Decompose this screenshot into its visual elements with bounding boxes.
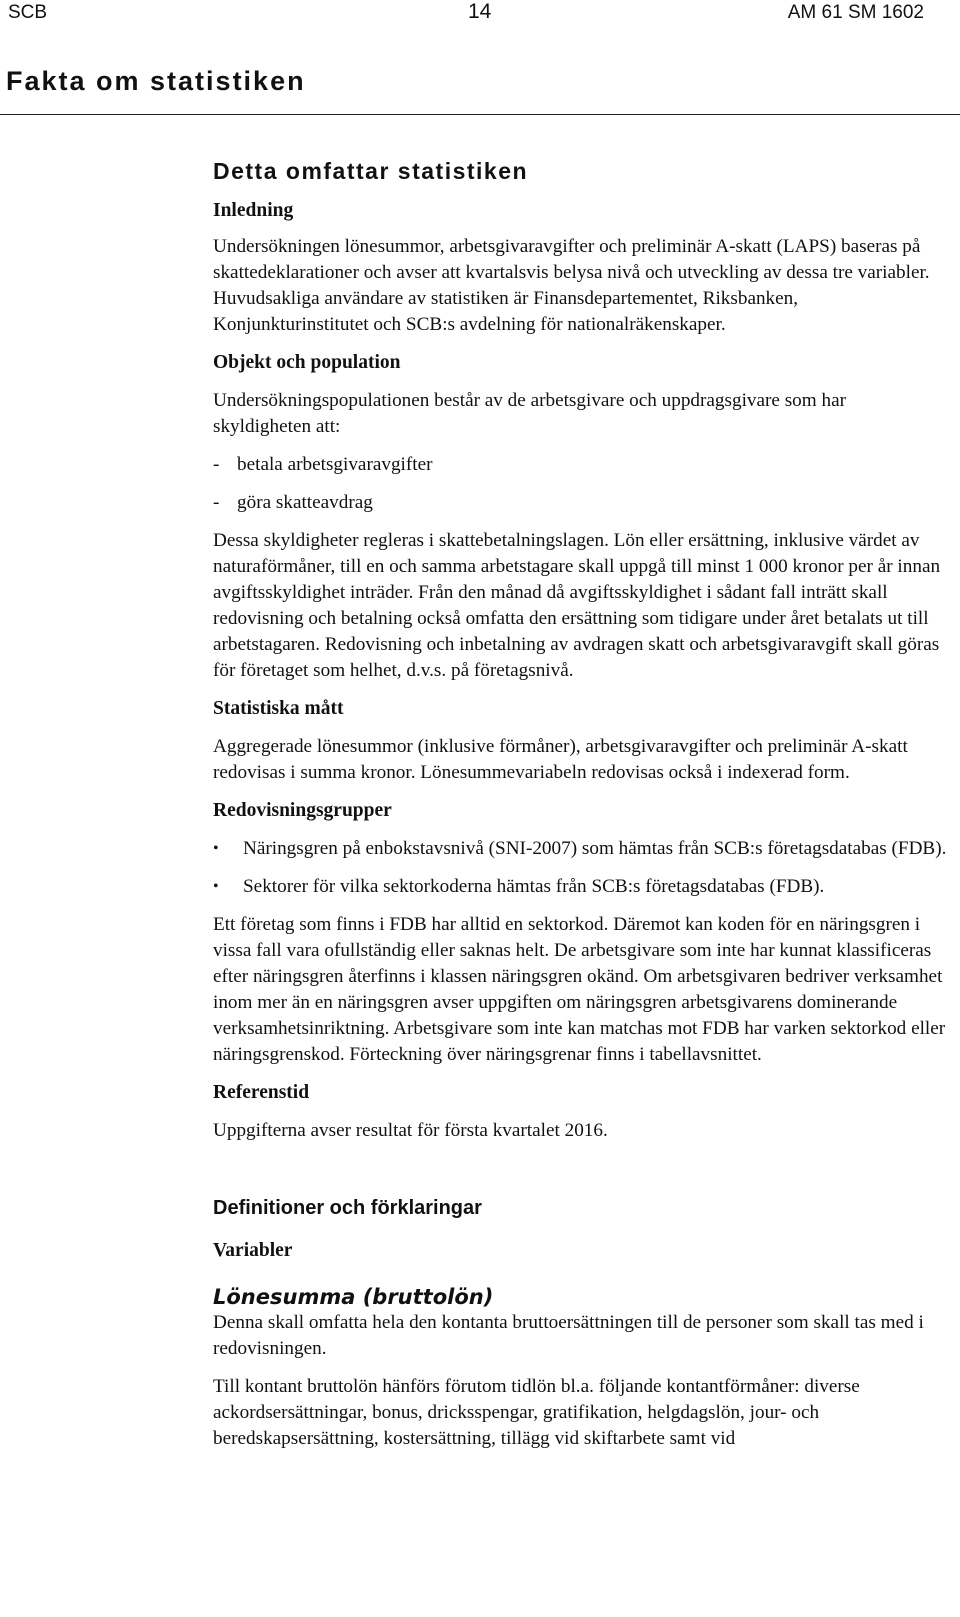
title-divider [0,114,960,115]
header-report-id: AM 61 SM 1602 [787,2,924,23]
list-item-text: Sektorer för vilka sektorkoderna hämtas från SCB:s företagsdatabas (FDB). [243,876,825,897]
subheading-referenstid: Referenstid [213,1082,310,1103]
paragraph-statistiska-matt: Aggregerade lönesummor (inklusive förmåner), arbetsgivaravgifter och preliminär A-skatt redovisas i summa kronor. Lönesummevariabeln redovisas också i indexerad form. [213,736,908,783]
list-item-text: betala arbetsgivaravgifter [237,454,433,475]
subheading-statistiska-matt: Statistiska mått [213,698,344,719]
paragraph-objekt: Dessa skyldigheter regleras i skattebetalningslagen. Lön eller ersättning, inklusive värdet av naturaförmåner, till en och samma arbetstagare skall uppgå till minst 1 000 kronor per år innan avgiftsskyldighet inträder. Från den månad då avgiftsskyldighet i sådant fall inträtt skall redovisning och betalning också omfatta den ersättning som tidigare under året betalats ut till arbetstagaren. Redovisning och inbetalning av avdragen skatt och arbetsgivaravgift skall göras för företaget som helhet, d.v.s. på företagsnivå. [213,530,941,681]
list-item-text: Näringsgren på enbokstavsnivå (SNI-2007) som hämtas från SCB:s företagsdatabas (FDB). [243,838,947,859]
paragraph-inledning: Undersökningen lönesummor, arbetsgivaravgifter och preliminär A-skatt (LAPS) baseras på skattedeklarationer och avser att kvartalsvis belysa nivå och utveckling av dessa tre variabler. Huvudsakliga användare av statistiken är Finansdepartementet, Riksbanken, Konjunkturinstitutet och SCB:s avdelning för nationalräkenskaper. [213,236,930,335]
dash-list [213,452,948,516]
paragraph-lonesumma-1: Denna skall omfatta hela den kontanta bruttoersättningen till de personer som skall tas med i redovisningen. [213,1312,924,1359]
subheading-inledning: Inledning [213,200,294,221]
bullet-marker: • [213,878,219,895]
paragraph-objekt-intro: Undersökningspopulationen består av de arbetsgivare och uppdragsgivare som har skyldigheten att: [213,390,847,437]
header-page-number: 14 [468,0,492,23]
paragraph-lonesumma-2: Till kontant bruttolön hänförs förutom tidlön bl.a. följande kontantförmåner: diverse ackordsersättningar, bonus, dricksspengar, gratifikation, helgdagslön, jour- och beredskapsersättning, kostersättning, tillägg vid skiftarbete samt vid [213,1376,860,1449]
list-item [213,874,948,900]
section-heading-definitions: Definitioner och förklaringar [213,1197,482,1219]
dash-marker: - [213,492,220,513]
list-item [213,490,948,516]
bullet-marker: • [213,840,219,857]
header-organization: SCB [8,2,48,23]
list-item-text: göra skatteavdrag [237,492,373,513]
section-heading-scope: Detta omfattar statistiken [213,158,529,184]
list-item [213,452,948,478]
paragraph-redovisningsgrupper: Ett företag som finns i FDB har alltid en sektorkod. Däremot kan koden för en näringsgren i vissa fall vara ofullständig eller saknas helt. De arbetsgivare som inte har kunnat klassificeras efter näringsgren återfinns i klassen näringsgren okänd. Om arbetsgivaren bedriver verksamhet inom mer än en näringsgren avser uppgiften om näringsgren arbetsgivarens dominerande verksamhetsinriktning. Arbetsgivare som inte kan matchas mot FDB har varken sektorkod eller näringsgrenskod. Förteckning över näringsgrenar finns i tabellavsnittet. [213,914,946,1065]
bullet-list [213,836,948,900]
dash-marker: - [213,454,220,475]
subheading-objekt: Objekt och population [213,352,401,373]
paragraph-referenstid: Uppgifterna avser resultat för första kvartalet 2016. [213,1120,608,1141]
subheading-variabler: Variabler [213,1240,293,1261]
main-content [213,156,948,1452]
list-item [213,836,948,862]
subheading-lonesumma: Lönesumma (bruttolön) [213,1285,494,1309]
page-title: Fakta om statistiken [6,66,306,96]
subheading-redovisningsgrupper: Redovisningsgrupper [213,800,392,821]
